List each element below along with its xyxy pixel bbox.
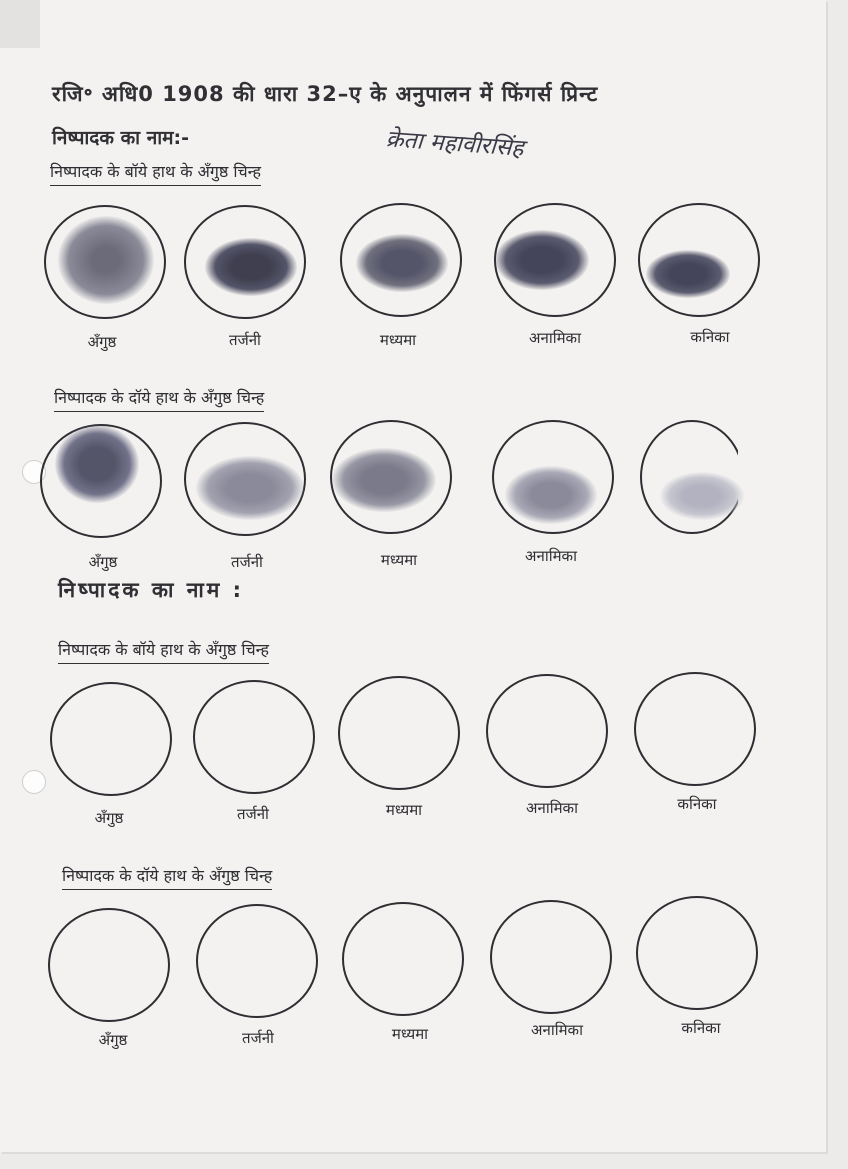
finger-label: अनामिका (529, 329, 581, 347)
finger-label: कनिका (690, 328, 730, 346)
left-hand-heading: निष्पादक के बॉये हाथ के अँगुष्ठ चिन्ह (58, 638, 269, 664)
fingerprint-circle-thumb[interactable] (48, 908, 170, 1022)
fingerprint-impression (495, 230, 589, 290)
fingerprint-circle-index[interactable] (196, 904, 318, 1018)
right-hand-heading: निष्पादक के दॉये हाथ के अँगुष्ठ चिन्ह (54, 386, 264, 412)
fingerprint-impression (646, 250, 730, 298)
fingerprint-circle-ring[interactable] (486, 674, 608, 788)
fingerprint-impression (356, 234, 448, 292)
executant-name-handwritten: क्रेता महावीरसिंह (385, 126, 525, 162)
right-hand-heading: निष्पादक के दॉये हाथ के अँगुष्ठ चिन्ह (62, 864, 272, 890)
fingerprint-impression (505, 466, 597, 524)
finger-label: अँगुष्ठ (98, 1031, 128, 1049)
left-hand-heading: निष्पादक के बॉये हाथ के अँगुष्ठ चिन्ह (50, 160, 261, 186)
fingerprint-circle-thumb[interactable] (50, 682, 172, 796)
executant-name-label-2: निष्पादक का नाम : (58, 578, 245, 602)
finger-label: तर्जनी (229, 331, 261, 349)
fingerprint-impression (205, 238, 297, 296)
fingerprint-circle-little[interactable] (636, 896, 758, 1010)
finger-label: अनामिका (526, 799, 578, 817)
finger-label: मध्यमा (385, 801, 423, 819)
fingerprint-circle-middle[interactable] (338, 676, 460, 790)
fingerprint-circle-ring[interactable] (490, 900, 612, 1014)
finger-label: कनिका (681, 1019, 721, 1037)
finger-label: तर्जनी (242, 1029, 274, 1047)
fingerprint-circle-index[interactable] (193, 680, 315, 794)
fingerprint-impression (196, 456, 304, 520)
executant-name-label: निष्पादक का नाम:- (52, 127, 190, 149)
punch-hole (22, 770, 46, 794)
finger-label: कनिका (677, 795, 717, 813)
form-title: रजि॰ अधि0 1908 की धारा 32–ए के अनुपालन में फिंगर्स प्रिन्ट (52, 82, 599, 106)
fingerprint-impression (55, 425, 139, 503)
finger-label: तर्जनी (237, 805, 269, 823)
fingerprint-impression (58, 216, 154, 304)
finger-label: अँगुष्ठ (94, 809, 124, 827)
finger-label: अँगुष्ठ (88, 553, 118, 571)
fingerprint-impression (660, 472, 744, 520)
finger-label: तर्जनी (231, 553, 263, 571)
finger-label: मध्यमा (380, 551, 418, 569)
fingerprint-circle-middle[interactable] (342, 902, 464, 1016)
torn-corner (0, 0, 40, 48)
fingerprint-impression (332, 448, 436, 512)
finger-label: मध्यमा (391, 1025, 429, 1043)
finger-label: अनामिका (531, 1021, 583, 1039)
fingerprint-circle-little[interactable] (634, 672, 756, 786)
finger-label: अनामिका (525, 547, 577, 565)
finger-label: अँगुष्ठ (87, 333, 117, 351)
finger-label: मध्यमा (379, 331, 417, 349)
